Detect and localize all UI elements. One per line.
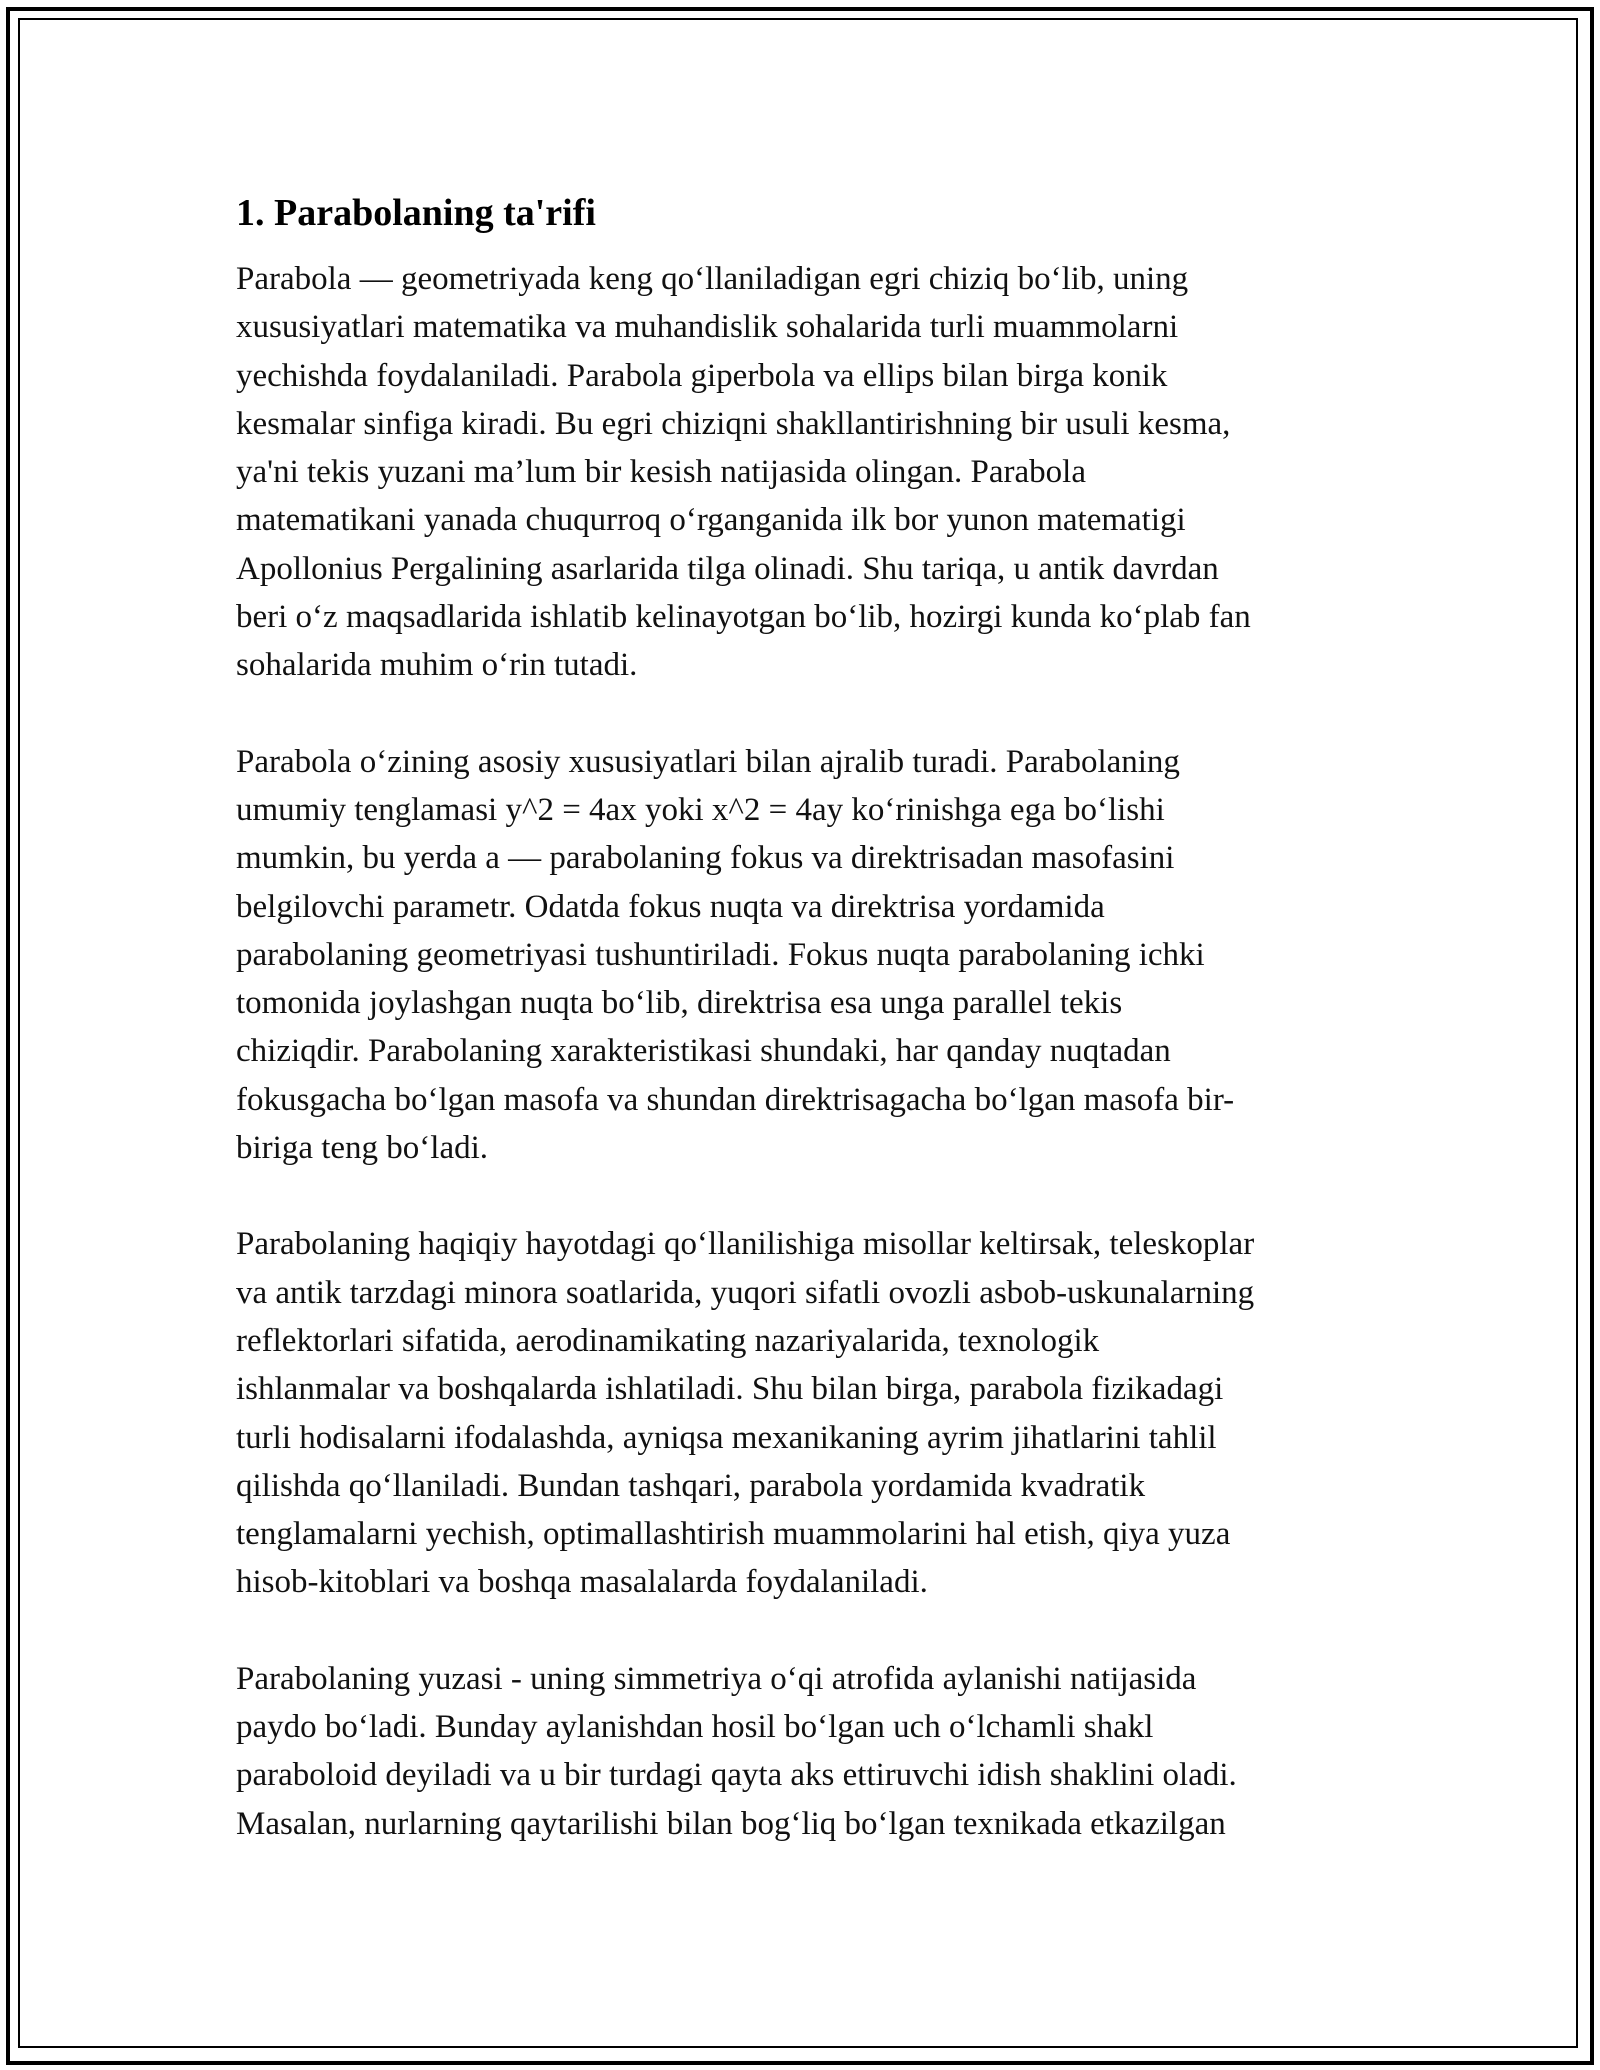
paragraph-definition: Parabola — geometriyada keng qo‘llaniladigan egri chiziq bo‘lib, uning xususiyatlari matematika va muhandislik sohalarida turli muammolarni yechishda foydalaniladi. Parabola giperbola va ellips bilan birga konik kesmalar sinfiga kiradi. Bu egri chiziqni shakllantirishning bir usuli kesma, ya'ni tekis yuzani ma’lum bir kesish natijasida olingan. Parabola matematikani yanada chuqurroq o‘rganganida ilk bor yunon matematigi Apollonius Pergalining asarlarida tilga olinadi. Shu tariqa, u antik davrdan beri o‘z maqsadlarida ishlatib kelinayotgan bo‘lib, hozirgi kunda ko‘plab fan sohalarida muhim o‘rin tutadi. (236, 261, 1251, 684)
paragraph-applications: Parabolaning haqiqiy hayotdagi qo‘llanilishiga misollar keltirsak, teleskoplar va antik tarzdagi minora soatlarida, yuqori sifatli ovozli asbob-uskunalarning reflektorlari sifatida, aerodinamikating nazariyalarida, texnologik ishlanmalar va boshqalarda ishlatiladi. Shu bilan birga, parabola fizikadagi turli hodisalarni ifodalashda, ayniqsa mexanikaning ayrim jihatlarini tahlil qilishda qo‘llaniladi. Bundan tashqari, parabola yordamida kvadratik tenglamalarni yechish, optimallashtirish muammolarini hal etish, qiya yuza hisob-kitoblari va boshqa masalalarda foydalaniladi. (236, 1226, 1255, 1601)
paragraph-surface: Parabolaning yuzasi - uning simmetriya o‘qi atrofida aylanishi natijasida paydo bo‘ladi. Bunday aylanishdan hosil bo‘lgan uch o‘lchamli shakl paraboloid deyiladi va u bir turdagi qayta aks ettiruvchi idish shaklini oladi. Masalan, nurlarning qaytarilishi bilan bog‘liq bo‘lgan texnikada etkazilgan (236, 1660, 1237, 1842)
section-heading: 1. Parabolaning ta'rifi (236, 192, 596, 234)
document-body (236, 185, 1368, 1896)
paragraph-properties: Parabola o‘zining asosiy xususiyatlari bilan ajralib turadi. Parabolaning umumiy tenglamasi y^2 = 4ax yoki x^2 = 4ay ko‘rinishga ega bo‘lishi mumkin, bu yerda a — parabolaning fokus va direktrisadan masofasini belgilovchi parametr. Odatda fokus nuqta va direktrisa yordamida parabolaning geometriyasi tushuntiriladi. Fokus nuqta parabolaning ichki tomonida joylashgan nuqta bo‘lib, direktrisa esa unga parallel tekis chiziqdir. Parabolaning xarakteristikasi shundaki, har qanday nuqtadan fokusgacha bo‘lgan masofa va shundan direktrisagacha bo‘lgan masofa bir- biriga teng bo‘ladi. (236, 743, 1235, 1167)
